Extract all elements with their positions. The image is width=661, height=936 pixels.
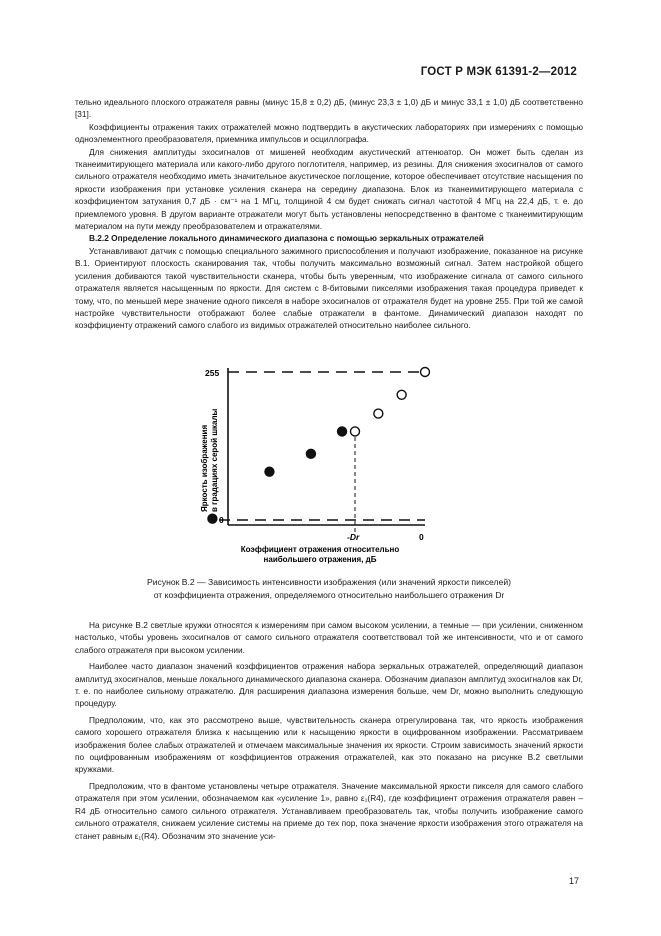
figure-caption (75, 576, 583, 601)
caption-line1: Рисунок В.2 — Зависимость интенсивности изображения (или значений яркости пикселей) (146, 577, 511, 587)
open-point-1 (351, 427, 360, 436)
filled-point-4 (338, 427, 347, 436)
paragraph-dynamic-range: Наиболее часто диапазон значений коэффициентов отражения набора зеркальных отражателей, определяющий диапазон амплитуд эхосигналов, меньше локального динамического диапазона сканера. Обозначим диапазон амплитуд эхосигналов как Dr, т. е. по наиболее сильному отражателю. Для расширения диапазона измерения больше, чем Dr, можно выполнить следующую процедуру. (75, 661, 583, 709)
x-tick-zero: 0 (419, 532, 424, 542)
scatter-chart (195, 362, 445, 574)
paragraph-four-reflectors: Предположим, что в фантоме установлены четыре отражателя. Значение максимальной яркости пикселя для самого слабого отражателя при этом усилении, обозначаемом как «усиление 1», равно ε₁(R4), где коэффициент отражения отражателя равен – R4 дБ относительно самого сильного отражателя. Устанавливаем преобразователь так, чтобы получить изображение самого сильного отражателя, снижаем усиление системы на приеме до тех пор, пока значение яркости изображения этого отражателя на станет равным ε₁(R4). Обозначим это значение уси- (75, 780, 583, 841)
x-axis-label-line2: наибольшего отражения, дБ (263, 555, 377, 564)
data-points (208, 368, 430, 524)
caption-line2: от коэффициента отражения, определяемого относительно наибольшего отражения Dr (153, 589, 505, 600)
filled-point-1 (208, 514, 217, 523)
y-tick-bottom: 0 (219, 515, 224, 525)
x-tick-dr: -Dr (347, 532, 360, 542)
open-point-4 (421, 368, 430, 377)
section-number: В.2.2 (89, 233, 109, 244)
filled-point-3 (306, 449, 315, 458)
open-point-3 (397, 390, 406, 399)
y-axis-label-line2: в градациях серой шкалы (210, 408, 219, 512)
document-header: ГОСТ Р МЭК 61391-2—2012 (420, 66, 577, 78)
top-text-block (75, 96, 583, 332)
y-tick-top: 255 (205, 368, 220, 378)
open-point-2 (374, 409, 383, 418)
paragraph-circles-explanation: На рисунке В.2 светлые кружки относятся к измерениям при самом высоком усилении, а темные — при усилении, сниженном настолько, чтобы уровень эхосигналов от самого сильного отражателя соответствовал той же интенсивности, что и от самого слабого отражателя при высоком усилении. (75, 620, 583, 655)
figure-b2 (195, 362, 445, 574)
paragraph-attenuator: Для снижения амплитуды эхосигналов от мишеней необходим акустический аттенюатор. Он может быть сделан из тканеимитирующего материала или какого-либо другого поглотителя, например, из резины. Для снижения эхосигналов от самого сильного отражателя необходимо иметь значительное акустическое поглощение, которое обеспечивает отсутствие насыщения по яркости изображения при установке усиления сканера на середину диапазона. Блок из тканеимитирующего материала с коэффициентом затухания 0,7 дБ · см⁻¹ на 1 МГц, толщиной 4 см будет снижать сигнал частотой 4 МГц на 22,4 дБ, т. е. до приемлемого уровня. В другом варианте отражатели могут быть установлены непосредственно в фантоме с тканеимитирующим материалом на пути между преобразователем и отражателями. (75, 146, 583, 232)
page-number: 17 (568, 876, 579, 886)
y-axis-label-line1: Яркость изображения (200, 424, 209, 512)
paragraph-continuation: тельно идеального плоского отражателя равны (минус 15,8 ± 0,2) дБ, (минус 23,3 ± 1,0) дБ и минус 33,1 ± 1,0) дБ соответственно [31]. (75, 97, 583, 120)
section-heading (75, 232, 583, 244)
paragraph-section-body: Устанавливают датчик с помощью специального зажимного приспособления и получают изображение, показанное на рисунке В.1. Ориентируют плоскость сканирования так, чтобы получить максимально возможный сигнал. Затем настройкой общего усиления добиваются такой чувствительности сканера, чтобы быть уверенным, что изображение сигнала от самого сильного отражателя является насыщенным по яркости. Для систем с 8-битовыми пикселями изображения такая процедура приведет к тому, что, по меньшей мере значение одного пикселя в наборе эхосигналов от отражателя будет на уровне 255. При той же самой настройке чувствительности отображают более слабые отражатели в фантоме. Динамический диапазон находят по коэффициенту отражений самого слабого из видимых отражателей относительно наиболее сильного. (75, 245, 583, 331)
paragraph-reflection-coefficients: Коэффициенты отражения таких отражателей можно подтвердить в акустических лабораториях при измерениях с помощью одноэлементного преобразователя, приемника импульсов и осциллографа. (75, 121, 583, 145)
bottom-text-block (75, 619, 583, 842)
section-title: Определение локального динамического диапазона с помощью зеркальных отражателей (111, 233, 484, 244)
filled-point-2 (265, 467, 274, 476)
x-axis-label-line1: Коэффициент отражения относительно (240, 545, 400, 554)
paragraph-sensitivity: Предположим, что, как это рассмотрено выше, чувствительность сканера отрегулирована так, что яркость изображения самого хорошего отражателя близка к насыщению или к насыщению яркости в оцифрованном изображении. Рассматриваем изображения более слабых отражателей и отмечаем максимальные значения их яркости. Строим зависимость значений яркости по оцифрованным изображениям от коэффициентов отражения отражателей, как это показано на рисунке В.2 светлыми кружками. (75, 714, 583, 775)
